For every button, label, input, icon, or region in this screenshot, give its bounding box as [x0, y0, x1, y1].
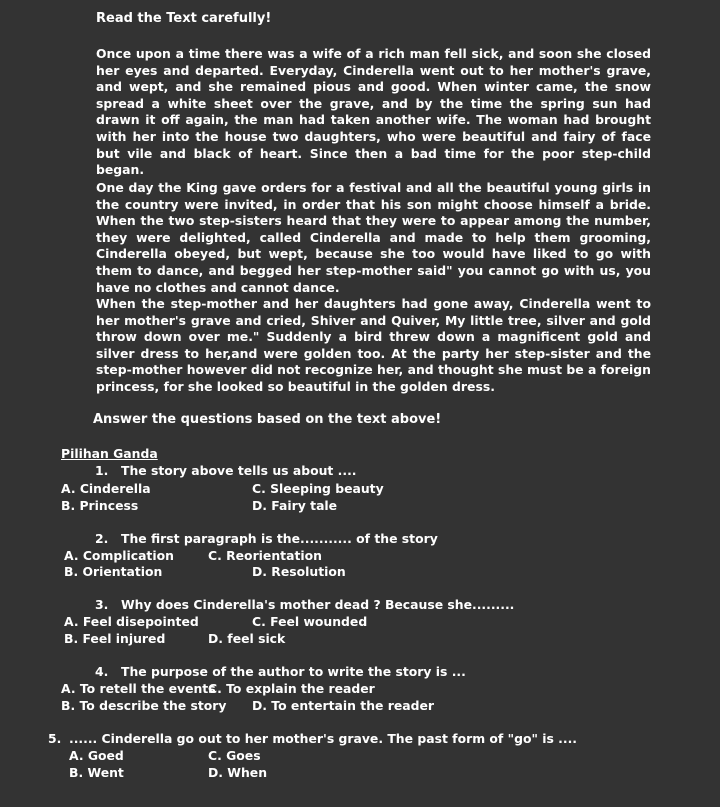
- option-b[interactable]: B. Princess: [61, 498, 139, 513]
- option-a[interactable]: A. To retell the events: [61, 681, 216, 696]
- option-d[interactable]: D. Resolution: [252, 564, 346, 579]
- option-d[interactable]: D. Fairy tale: [252, 498, 338, 513]
- question-number: 4.: [95, 664, 109, 679]
- heading: Read the Text carefully!: [96, 11, 272, 26]
- question-text: The story above tells us about ....: [121, 463, 357, 478]
- paragraph-1: Once upon a time there was a wife of a rich man fell sick, and soon she closed her eyes and departed. Everyday, Cinderella went out to her mother's grave, and wept, and she remained pious and good. When winter came, the snow spread a white sheet over the grave, and by the time the spring sun had drawn it off again, the man had taken another wife. The woman had brought with her into the house two daughters, who were beautiful and fairy of face but vile and black of heart. Since then a bad time for the poor step-child began.: [96, 46, 651, 178]
- question-number: 3.: [95, 597, 109, 612]
- option-c[interactable]: C. Goes: [208, 748, 261, 763]
- option-b[interactable]: B. Orientation: [64, 564, 163, 579]
- option-d[interactable]: D. feel sick: [208, 631, 286, 646]
- option-a[interactable]: A. Goed: [69, 748, 124, 763]
- option-d[interactable]: D. When: [208, 765, 268, 780]
- question-text: ...... Cinderella go out to her mother's grave. The past form of "go" is ....: [69, 731, 578, 746]
- question-number: 5.: [48, 731, 62, 746]
- question-number: 1.: [95, 463, 109, 478]
- section-title: Pilihan Ganda: [61, 446, 158, 461]
- option-c[interactable]: C. Feel wounded: [252, 614, 368, 629]
- option-a[interactable]: A. Cinderella: [61, 481, 151, 496]
- option-c[interactable]: C. To explain the reader: [208, 681, 375, 696]
- option-c[interactable]: C. Sleeping beauty: [252, 481, 384, 496]
- option-a[interactable]: A. Complication: [64, 548, 174, 563]
- question-text: The purpose of the author to write the story is ...: [121, 664, 466, 679]
- instruction: Answer the questions based on the text above!: [93, 412, 442, 427]
- question-text: The first paragraph is the........... of the story: [121, 531, 438, 546]
- paragraph-3: When the step-mother and her daughters had gone away, Cinderella went to her mother's grave and cried, Shiver and Quiver, My little tree, silver and gold throw down over me." Suddenly a bird threw down a magnificent gold and silver dress to her,and were golden too. At the party her step-sister and the step-mother however did not recognize her, and thought she must be a foreign princess, for she looked so beautiful in the golden dress.: [96, 296, 651, 394]
- question-number: 2.: [95, 531, 109, 546]
- option-b[interactable]: B. Went: [69, 765, 124, 780]
- option-b[interactable]: B. Feel injured: [64, 631, 166, 646]
- option-c[interactable]: C. Reorientation: [208, 548, 322, 563]
- option-a[interactable]: A. Feel disepointed: [64, 614, 199, 629]
- question-text: Why does Cinderella's mother dead ? Because she.........: [121, 597, 515, 612]
- option-d[interactable]: D. To entertain the reader: [252, 698, 434, 713]
- option-b[interactable]: B. To describe the story: [61, 698, 227, 713]
- paragraph-2: One day the King gave orders for a festival and all the beautiful young girls in the country were invited, in order that his son might choose himself a bride. When the two step-sisters heard that they were to appear among the number, they were delighted, called Cinderella and made to help them grooming, Cinderella obeyed, but wept, because she too would have liked to go with them to dance, and begged her step-mother said" you cannot go with us, you have no clothes and cannot dance.: [96, 180, 651, 295]
